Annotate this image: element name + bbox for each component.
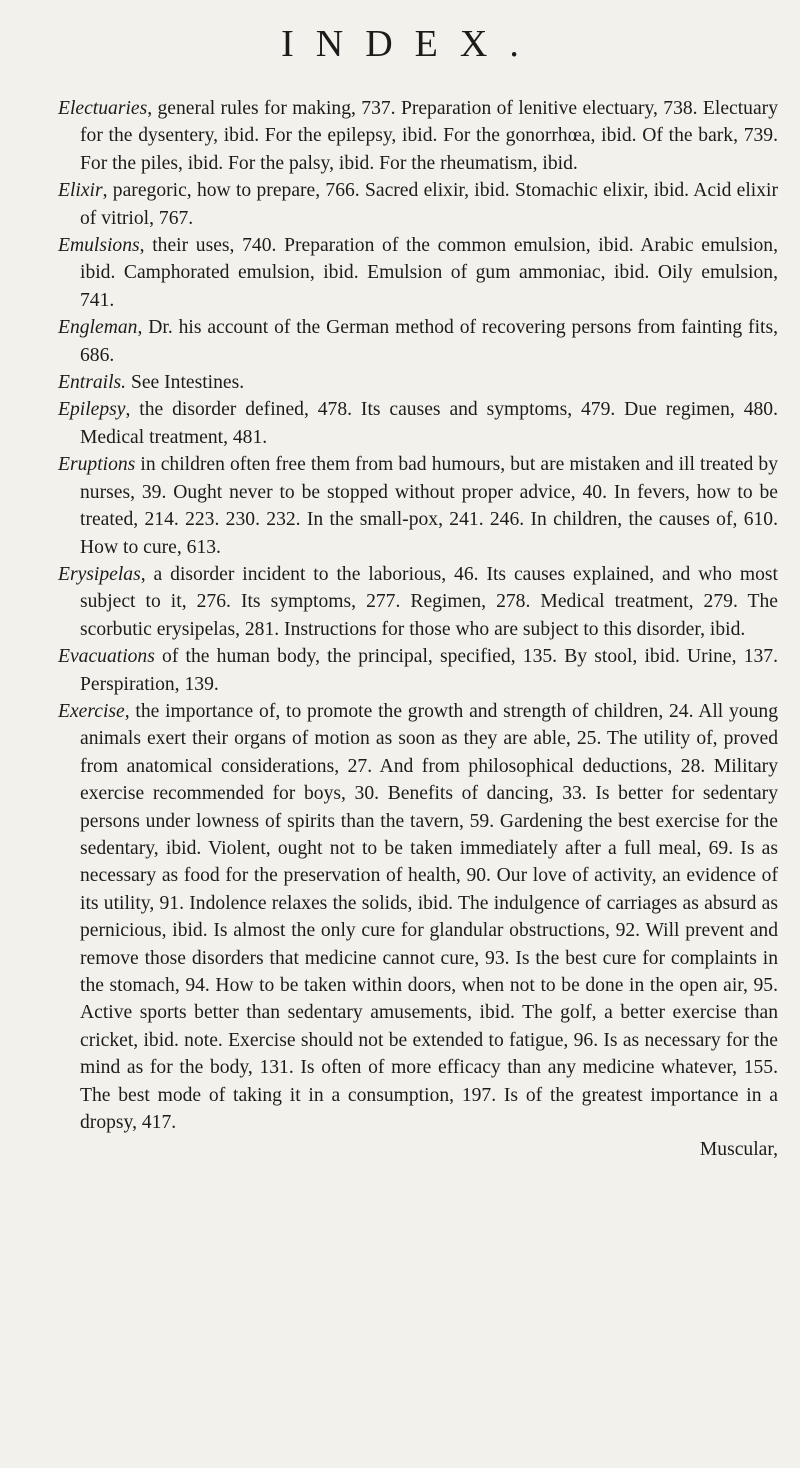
- entry-head: Erysipelas: [58, 563, 141, 585]
- entry-head: Entrails.: [58, 372, 127, 394]
- entry-body: , a disorder incident to the laborious, 46. Its causes explained, and who most subject to it, 276. Its symptoms, 277. Regimen, 278. Medical treatment, 279. The scorbutic erysipelas, 281. Instructions for those who are subject to this disorder, ibid.: [80, 563, 778, 640]
- entry-body: in children often free them from bad humours, but are mistaken and ill treated by nurses, 39. Ought never to be stopped without proper advice, 40. In fevers, how to be treated, 214. 223. 230. 232. In the small-pox, 241. 246. In children, the causes of, 610. How to cure, 613.: [80, 454, 778, 558]
- index-entry: [58, 232, 778, 314]
- entry-body: , Dr. his account of the German method of recovering persons from fainting fits, 686.: [80, 317, 778, 366]
- entry-body: See Intestines.: [126, 372, 245, 394]
- index-entry: [58, 314, 778, 369]
- index-entry: [58, 451, 778, 561]
- entry-head: Elixir: [58, 180, 103, 202]
- entry-body: , their uses, 740. Preparation of the common emulsion, ibid. Arabic emulsion, ibid. Camphorated emulsion, ibid. Emulsion of gum ammoniac, ibid. Oily emulsion, 741.: [80, 235, 778, 311]
- index-entry: [58, 369, 778, 396]
- entry-head: Evacuations: [58, 646, 155, 668]
- index-entry: [58, 643, 778, 698]
- entry-head: Eruptions: [58, 454, 136, 476]
- index-entry: [58, 95, 778, 177]
- entry-body: , the importance of, to promote the growth and strength of children, 24. All young animals exert their organs of motion as soon as they are able, 25. The utility of, proved from anatomical considerations, 27. And from philosophical deductions, 28. Military exercise recommended for boys, 30. Benefits of dancing, 33. Is better for sedentary persons under lowness of spirits than the tavern, 59. Gardening the best exercise for the sedentary, ibid. Violent, ought not to be taken immediately after a full meal, 69. Is as necessary as food for the preservation of health, 90. Our love of activity, an evidence of its utility, 91. Indolence relaxes the solids, ibid. The indulgence of carriages as absurd as pernicious, ibid. Is almost the only cure for glandular obstructions, 92. Will prevent and remove those disorders that medicine cannot cure, 93. Is the best cure for complaints in the stomach, 94. How to be taken within doors, when not to be done in the open air, 95. Active sports better than sedentary amusements, ibid. The golf, a better exercise than cricket, ibid. note. Exercise should not be extended to fatigue, 96. Is as necessary for the mind as for the body, 131. Is often of more efficacy than any medicine whatever, 155. The best mode of taking it in a consumption, 197. Is of the greatest importance in a dropsy, 417.: [80, 700, 778, 1134]
- index-entry: [58, 396, 778, 451]
- entry-body: , paregoric, how to prepare, 766. Sacred elixir, ibid. Stomachic elixir, ibid. Acid elixir of vitriol, 767.: [80, 180, 778, 229]
- index-entry: [58, 698, 778, 1137]
- entry-head: Engleman: [58, 317, 138, 339]
- entry-body: of the human body, the principal, specified, 135. By stool, ibid. Urine, 137. Perspiration, 139.: [80, 646, 778, 695]
- index-entry: [58, 561, 778, 643]
- running-head: INDEX.: [281, 23, 541, 65]
- entry-head: Exercise: [58, 700, 125, 722]
- index-entries: [58, 95, 778, 1164]
- entry-head: Epilepsy: [58, 399, 126, 421]
- entry-body: , general rules for making, 737. Preparation of lenitive electuary, 738. Electuary for the dysentery, ibid. For the epilepsy, ibid. For the gonorrhœa, ibid. Of the bark, 739. For the piles, ibid. For the palsy, ibid. For the rheumatism, ibid.: [80, 98, 778, 174]
- index-entry: [58, 177, 778, 232]
- catchword: Muscular,: [699, 1139, 778, 1161]
- entry-head: Electuaries: [58, 98, 148, 119]
- entry-body: , the disorder defined, 478. Its causes and symptoms, 479. Due regimen, 480. Medical treatment, 481.: [80, 399, 778, 448]
- entry-head: Emulsions: [58, 235, 140, 257]
